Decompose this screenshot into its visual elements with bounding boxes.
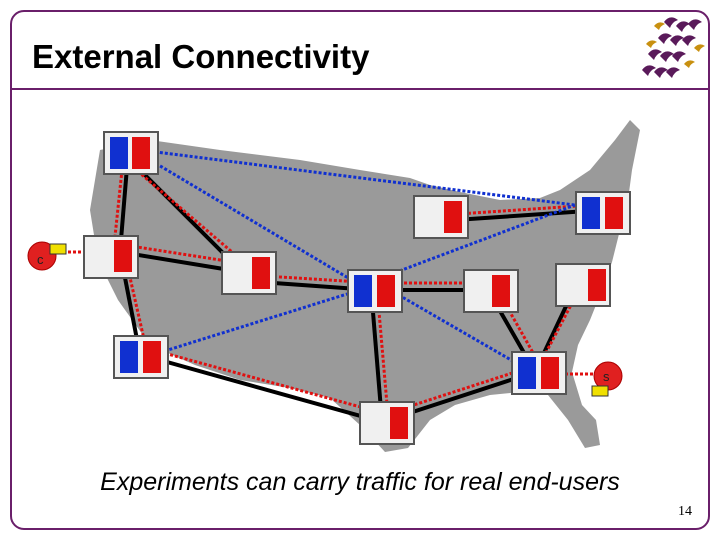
router-node-icon[interactable] xyxy=(512,352,566,394)
server-label: s xyxy=(603,369,610,384)
slide-caption: Experiments can carry traffic for real end-users xyxy=(100,468,620,496)
slide-title: External Connectivity xyxy=(32,38,370,75)
page-number: 14 xyxy=(678,504,692,519)
router-node-icon[interactable] xyxy=(556,264,610,306)
router-node-icon[interactable] xyxy=(222,252,276,294)
router-node-icon[interactable] xyxy=(414,196,468,238)
router-node-icon[interactable] xyxy=(576,192,630,234)
router-node-icon[interactable] xyxy=(348,270,402,312)
server-host-icon[interactable] xyxy=(592,362,622,396)
client-label: c xyxy=(37,252,44,267)
router-node-icon[interactable] xyxy=(84,236,138,278)
router-node-icon[interactable] xyxy=(104,132,158,174)
client-host-icon[interactable] xyxy=(28,242,66,270)
router-node-icon[interactable] xyxy=(464,270,518,312)
router-node-icon[interactable] xyxy=(114,336,168,378)
router-node-icon[interactable] xyxy=(360,402,414,444)
